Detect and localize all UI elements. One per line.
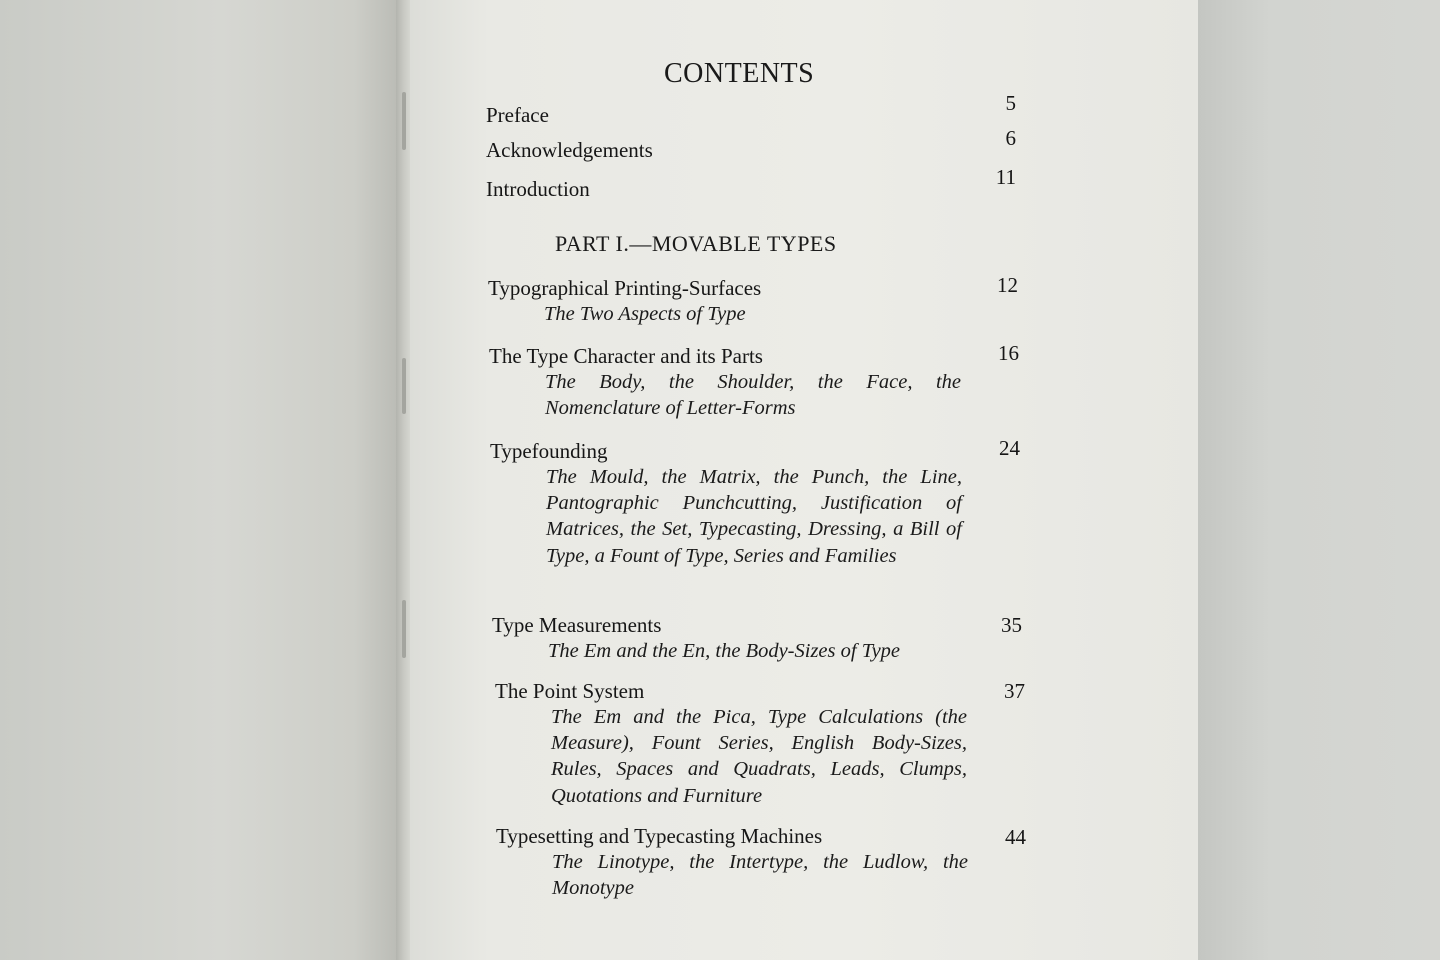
stitch-mark — [402, 92, 406, 150]
toc-entry-section — [488, 275, 1018, 327]
toc-entry-section — [496, 823, 1026, 901]
stitch-mark — [402, 358, 406, 414]
entry-title: Typefounding — [490, 439, 608, 463]
entry-subtopics: The Em and the En, the Body-Sizes of Type — [548, 640, 901, 662]
toc-entry-section — [492, 612, 1022, 664]
entry-subtopics: The Mould, the Matrix, the Punch, the Line, Pantographic Punchcutting, Justification of Matrices, the Set, Typecasting, Dressing, a Bill of Type, a Fount of Type, Series and Families — [546, 466, 962, 567]
entry-title: Preface — [486, 103, 549, 127]
entry-page-number: 35 — [1001, 613, 1022, 637]
entry-page-number: 12 — [997, 273, 1018, 297]
entry-title: Type Measurements — [492, 613, 662, 637]
entry-page-number: 5 — [1005, 91, 1016, 115]
entry-title: Acknowledgements — [486, 138, 653, 162]
toc-entry-section — [495, 678, 1025, 809]
entry-subtopics: The Body, the Shoulder, the Face, the Nomenclature of Letter-Forms — [545, 371, 961, 420]
entry-title: The Point System — [495, 679, 645, 703]
entry-page-number: 16 — [998, 341, 1019, 365]
entry-page-number: 6 — [1005, 126, 1016, 150]
entry-page-number: 11 — [995, 165, 1016, 189]
toc-entry-preface — [486, 91, 1016, 128]
entry-page-number: 24 — [999, 436, 1020, 460]
left-page — [0, 0, 402, 960]
part-heading: PART I.—MOVABLE TYPES — [555, 231, 837, 256]
entry-title: Introduction — [486, 177, 590, 201]
entry-title: Typographical Printing-Surfaces — [488, 276, 762, 300]
stitch-mark — [402, 600, 406, 658]
toc-entry-section — [490, 438, 1020, 569]
entry-subtopics: The Em and the Pica, Type Calculations (the Measure), Fount Series, English Body-Sizes, Rules, Spaces and Quadrats, Leads, Clumps, Quotations and Furniture — [551, 706, 967, 807]
toc-entry-section — [489, 343, 1019, 421]
background-surface — [1198, 0, 1440, 960]
entry-page-number: 37 — [1004, 679, 1025, 703]
toc-entry-acknowledgements — [486, 126, 1016, 163]
toc-entry-introduction — [486, 165, 1016, 202]
entry-page-number: 44 — [1005, 825, 1026, 849]
entry-title: The Type Character and its Parts — [489, 344, 763, 368]
page-title: CONTENTS — [664, 58, 815, 89]
entry-subtopics: The Two Aspects of Type — [544, 303, 746, 325]
entry-subtopics: The Linotype, the Intertype, the Ludlow, the Monotype — [552, 851, 968, 900]
entry-title: Typesetting and Typecasting Machines — [496, 824, 823, 848]
